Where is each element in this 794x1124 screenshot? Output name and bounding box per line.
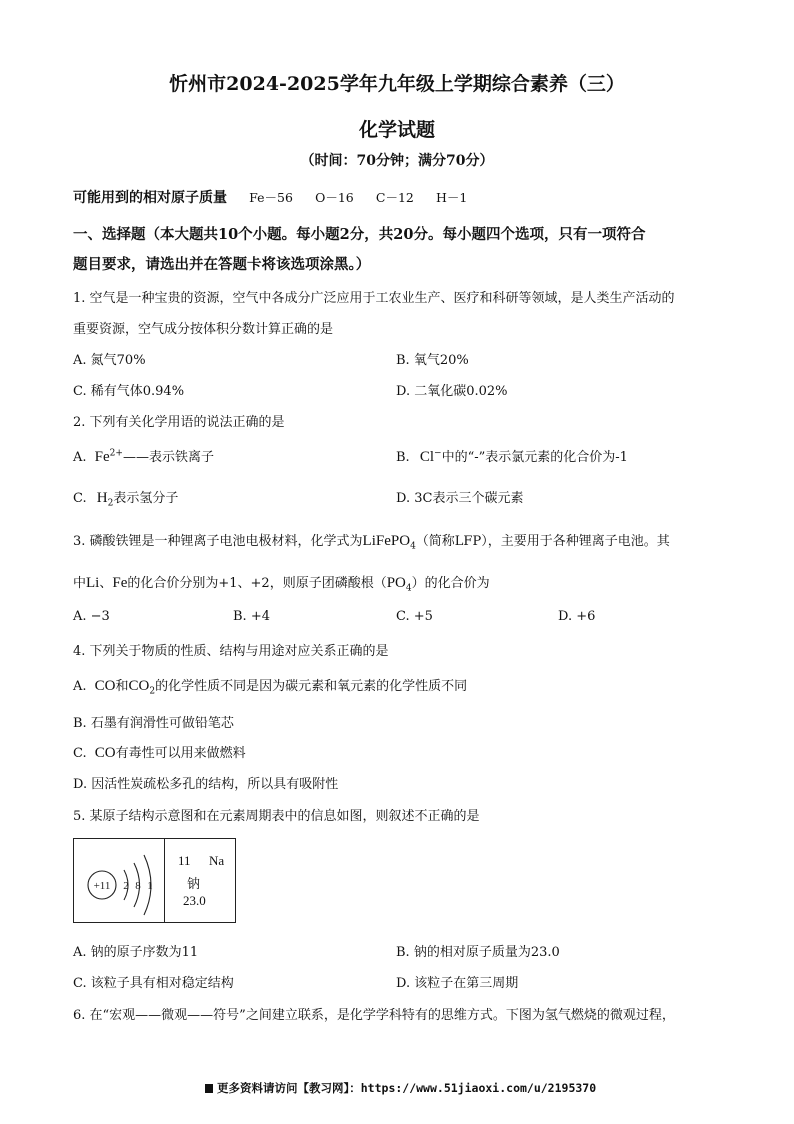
q2-option-a-charge: 2+ bbox=[109, 448, 123, 459]
q5-option-c: C. 该粒子具有相对稳定结构 bbox=[73, 976, 234, 991]
q3-formula: LiFePO bbox=[362, 533, 411, 549]
atom-structure-diagram bbox=[74, 839, 164, 922]
q2-option-c bbox=[73, 487, 178, 509]
q3-stem-line1 bbox=[73, 530, 670, 552]
q3-option-a: A. −3 bbox=[73, 609, 110, 624]
q4-option-a-label: A. bbox=[73, 679, 87, 694]
q2-option-a bbox=[73, 446, 214, 466]
q3-option-b: B. +4 bbox=[233, 609, 270, 624]
shell-2-electrons: 8 bbox=[135, 880, 141, 892]
element-name: 钠 bbox=[187, 877, 201, 892]
q2-option-b-text: 中的“-”表示氯元素的化合价为-1 bbox=[441, 450, 628, 465]
atomic-mass-label: 可能用到的相对原子质量 bbox=[73, 190, 227, 206]
q1-option-a: A. 氮气70% bbox=[73, 353, 146, 368]
q4-stem: 4. 下列关于物质的性质、结构与用途对应关系正确的是 bbox=[73, 644, 389, 659]
q3-option-d: D. +6 bbox=[558, 609, 596, 624]
atomic-mass-fe: Fe－56 bbox=[249, 190, 293, 205]
q2-option-b-charge: − bbox=[434, 448, 442, 459]
footer-link[interactable] bbox=[205, 1080, 596, 1096]
q1-option-d: D. 二氧化碳0.02% bbox=[396, 384, 508, 399]
q3-stem-line2-post: ）的化合价为 bbox=[411, 576, 490, 591]
atomic-mass-line bbox=[73, 187, 467, 207]
q5-option-b: B. 钠的相对原子质量为23.0 bbox=[396, 945, 560, 960]
q4-option-a bbox=[73, 675, 467, 697]
section-heading-line2: 题目要求，请选出并在答题卡将该选项涂黑。） bbox=[73, 256, 371, 273]
q1-stem-line2: 重要资源，空气成分按体积分数计算正确的是 bbox=[73, 322, 334, 337]
atomic-mass-o: O－16 bbox=[315, 190, 354, 205]
q4-option-c-label: C. bbox=[73, 746, 87, 761]
q5-stem: 5. 某原子结构示意图和在元素周期表中的信息如图，则叙述不正确的是 bbox=[73, 809, 480, 824]
shell-3-electrons: 1 bbox=[147, 880, 153, 892]
q3-separator: 、 bbox=[99, 576, 113, 591]
q2-option-b-ion: Cl bbox=[419, 449, 435, 465]
q2-option-c-text: 表示氢分子 bbox=[113, 491, 179, 506]
q2-option-b bbox=[396, 446, 628, 466]
q2-option-d: D. 3C表示三个碳元素 bbox=[396, 491, 524, 506]
exam-title: 忻州市2024-2025学年九年级上学期综合素养（三） bbox=[169, 73, 625, 95]
q3-stem-line2 bbox=[73, 572, 490, 594]
sodium-info-figure bbox=[73, 838, 236, 923]
q5-option-d: D. 该粒子在第三周期 bbox=[396, 976, 519, 991]
q3-stem-line2-pre: 中 bbox=[73, 576, 87, 591]
q3-formula-subscript: 4 bbox=[410, 541, 416, 552]
q4-option-a-text: 的化学性质不同是因为碳元素和氧元素的化学性质不同 bbox=[155, 679, 468, 694]
subject-title: 化学试题 bbox=[358, 119, 435, 141]
element-mass: 23.0 bbox=[183, 893, 206, 908]
q6-stem: 6. 在“宏观——微观——符号”之间建立联系，是化学学科特有的思维方式。下图为氢气燃烧的微观过程， bbox=[73, 1008, 675, 1023]
footer-text: 更多资料请访问【教习网】：https://www.51jiaoxi.com/u/2195370 bbox=[217, 1081, 597, 1095]
q4-option-a-co2: CO bbox=[128, 678, 150, 694]
q2-option-a-label: A. bbox=[73, 450, 87, 465]
flag-icon bbox=[205, 1084, 213, 1093]
q4-option-d: D. 因活性炭疏松多孔的结构，所以具有吸附性 bbox=[73, 777, 339, 792]
q3-li: Li bbox=[86, 575, 100, 591]
q1-option-c: C. 稀有气体0.94% bbox=[73, 384, 185, 399]
q3-stem-line1-post: （简称LFP），主要用于各种锂离子电池。其 bbox=[415, 534, 670, 549]
q2-option-c-label: C. bbox=[73, 491, 87, 506]
q4-option-a-and: 和 bbox=[115, 679, 129, 694]
q3-fe: Fe bbox=[112, 575, 128, 591]
q3-po-subscript: 4 bbox=[405, 583, 412, 594]
q2-stem: 2. 下列有关化学用语的说法正确的是 bbox=[73, 415, 285, 430]
atomic-mass-h: H－1 bbox=[436, 190, 468, 205]
q2-option-a-text: ——表示铁离子 bbox=[122, 450, 214, 465]
q2-option-c-molecule: H bbox=[96, 490, 108, 506]
q3-stem-line2-mid: 的化合价分别为+1、+2，则原子团磷酸根（ bbox=[127, 576, 387, 591]
q4-option-c bbox=[73, 742, 246, 762]
q1-stem-line1: 1. 空气是一种宝贵的资源，空气中各成分广泛应用于工农业生产、医疗和科研等领域，是人类生产活动的 bbox=[73, 291, 675, 306]
shell-1-electrons: 2 bbox=[123, 880, 129, 892]
q2-option-c-subscript: 2 bbox=[107, 498, 114, 509]
nucleus-charge: +11 bbox=[93, 880, 111, 892]
section-heading-line1: 一、选择题（本大题共10个小题。每小题2分，共20分。每小题四个选项，只有一项符合 bbox=[73, 226, 646, 243]
time-note: （时间：70分钟；满分70分） bbox=[300, 153, 494, 169]
element-symbol: Na bbox=[209, 853, 225, 868]
atomic-mass-c: C－12 bbox=[375, 190, 414, 205]
q5-option-a: A. 钠的原子序数为11 bbox=[73, 945, 199, 960]
element-number: 11 bbox=[178, 853, 191, 868]
q4-option-c-co: CO bbox=[94, 745, 116, 761]
q4-option-c-text: 有毒性可以用来做燃料 bbox=[115, 746, 246, 761]
q4-option-a-co: CO bbox=[94, 678, 116, 694]
q4-option-a-co2-subscript: 2 bbox=[149, 686, 156, 697]
q3-stem-line1-pre: 3. 磷酸铁锂是一种锂离子电池电极材料，化学式为 bbox=[73, 534, 363, 549]
q3-po: PO bbox=[386, 575, 406, 591]
q4-option-b: B. 石墨有润滑性可做铅笔芯 bbox=[73, 716, 234, 731]
q3-option-c: C. +5 bbox=[396, 609, 433, 624]
q1-option-b: B. 氧气20% bbox=[396, 353, 469, 368]
q2-option-b-label: B. bbox=[396, 450, 410, 465]
figure-divider bbox=[164, 839, 165, 922]
q2-option-a-ion: Fe bbox=[94, 449, 110, 465]
